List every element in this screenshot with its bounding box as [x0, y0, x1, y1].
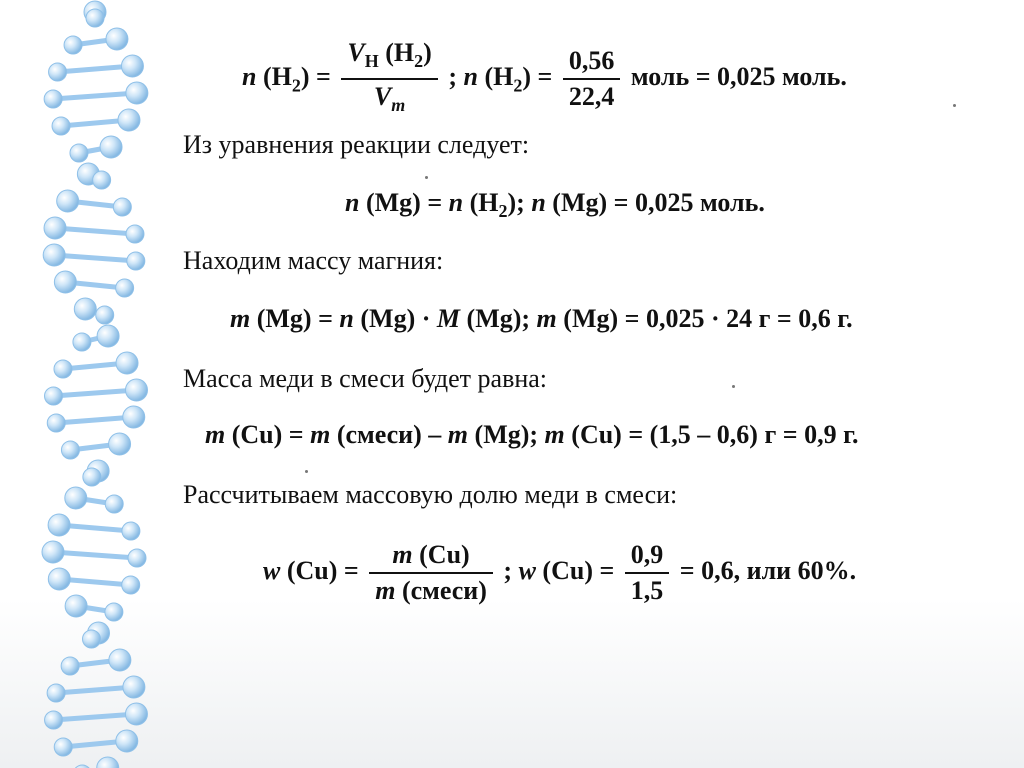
fraction-mass-values: $\frac{0,9}{1,5}$ [625, 540, 670, 606]
helix-bead [73, 333, 91, 351]
helix-bead [42, 541, 64, 563]
helix-bead [105, 495, 123, 513]
equation-hydrogen-moles: n $(H_2)$ = $\frac{V_H (H_2)}{V_m}$ ; n $(H_2)$ = $\frac{0,56}{22,4}$ моль = 0,025 моль. [242, 38, 847, 120]
helix-bead [100, 136, 122, 158]
helix-bead [126, 82, 148, 104]
dna-helix-icon [0, 0, 175, 768]
slide-content [175, 0, 995, 768]
speck [732, 385, 735, 388]
fraction-values: $\frac{0,56}{22,4}$ [563, 46, 621, 112]
helix-rung [54, 255, 136, 261]
helix-bead [65, 595, 87, 617]
helix-bead [45, 711, 63, 729]
helix-bead [96, 306, 114, 324]
helix-bead [52, 117, 70, 135]
helix-bead [74, 298, 96, 320]
helix-bead [97, 757, 119, 768]
helix-bead [126, 225, 144, 243]
text-from-equation: Из уравнения реакции следует: [183, 130, 530, 159]
helix-rung [54, 714, 137, 720]
helix-bead [126, 379, 148, 401]
helix-bead [113, 198, 131, 216]
equation-cu-mass: m (Cu) = m (смеси) – m (Mg); m (Cu) = (1,5 – 0,6) г = 0,9 г. [205, 420, 859, 449]
helix-bead [105, 603, 123, 621]
helix-bead [70, 144, 88, 162]
helix-rung [55, 228, 135, 234]
helix-rung [53, 552, 137, 558]
equation-mg-mass: m (Mg) = n (Mg) · M (Mg); m (Mg) = 0,025 · 24 г = 0,6 г. [230, 304, 853, 333]
helix-rung [56, 417, 133, 423]
helix-bead [97, 325, 119, 347]
helix-bead [54, 271, 76, 293]
helix-bead [48, 568, 70, 590]
helix-bead [123, 406, 145, 428]
text-find-mass: Находим массу магния: [183, 246, 444, 275]
helix-bead [64, 36, 82, 54]
helix-bead [82, 630, 100, 648]
helix-bead [49, 63, 67, 81]
helix-bead [125, 703, 147, 725]
helix-rung [53, 93, 137, 99]
helix-bead [43, 244, 65, 266]
equation-mg-moles: n (Mg) = n $(H_2)$; n (Mg) = 0,025 моль. [345, 188, 765, 222]
helix-bead [44, 217, 66, 239]
helix-bead [109, 649, 131, 671]
helix-bead [122, 576, 140, 594]
helix-bead [86, 9, 104, 27]
text-copper-mass: Масса меди в смеси будет равна: [183, 364, 548, 393]
helix-bead [106, 28, 128, 50]
helix-bead [83, 468, 101, 486]
helix-bead [121, 55, 143, 77]
helix-bead [61, 657, 79, 675]
helix-bead [65, 487, 87, 509]
helix-bead [57, 190, 79, 212]
helix-bead [118, 109, 140, 131]
speck [953, 104, 956, 107]
helix-bead [93, 171, 111, 189]
helix-bead [61, 441, 79, 459]
helix-bead [123, 676, 145, 698]
helix-bead [54, 738, 72, 756]
speck [425, 176, 428, 179]
helix-bead [54, 360, 72, 378]
helix-bead [128, 549, 146, 567]
text-mass-fraction: Рассчитываем массовую долю меди в смеси: [183, 480, 678, 509]
fraction-mass-ratio: $\frac{m (Cu)}{\text{m (смеси)}}$ [369, 540, 493, 606]
helix-rung [56, 687, 134, 693]
equation-cu-fraction: w (Cu) = $\frac{m (Cu)}{\text{m (смеси)}}$ ; w (Cu) = $\frac{0,9}{1,5}$ = 0,6, или 60%. [263, 540, 857, 605]
speck [305, 470, 308, 473]
helix-bead [48, 514, 70, 536]
helix-bead [122, 522, 140, 540]
helix-bead [109, 433, 131, 455]
helix-rung [53, 390, 136, 396]
helix-bead [116, 352, 138, 374]
helix-bead [47, 684, 65, 702]
helix-bead [127, 252, 145, 270]
helix-bead [44, 90, 62, 108]
helix-bead [116, 730, 138, 752]
helix-bead [47, 414, 65, 432]
helix-bead [116, 279, 134, 297]
helix-bead [44, 387, 62, 405]
fraction-volume: $\frac{V_H (H_2)}{V_m}$ [341, 38, 437, 120]
